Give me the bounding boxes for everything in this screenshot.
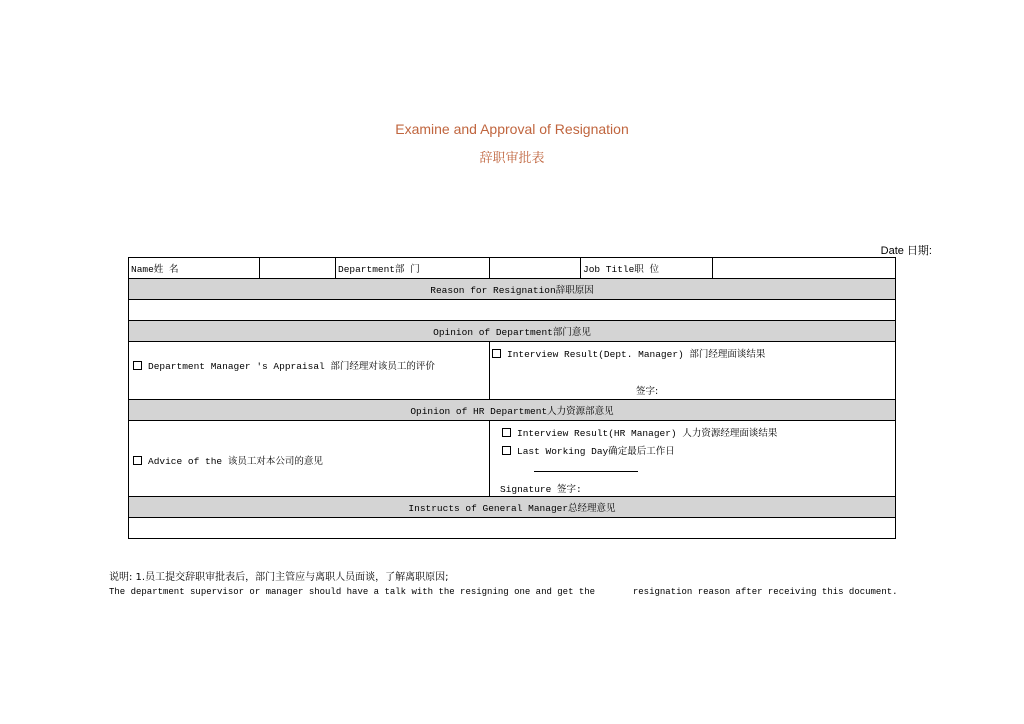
form-title-en: Examine and Approval of Resignation [395,121,629,137]
dept-appraisal-cell [129,342,490,400]
date-label: Date 日期: [880,245,932,257]
dept-appraisal-checkbox[interactable] [133,361,142,370]
last-working-day-field[interactable] [534,471,638,472]
hr-interview-checkbox[interactable] [502,428,511,437]
advice-checkbox[interactable] [133,456,142,465]
job-title-field[interactable] [713,258,896,279]
last-working-day-label: Last Working Day确定最后工作日 [517,446,675,457]
opinion-dept-header: Opinion of Department部门意见 [129,321,896,342]
hr-interview-label: Interview Result(HR Manager) 人力资源经理面谈结果 [517,428,778,439]
dept-interview-label: Interview Result(Dept. Manager) 部门经理面谈结果 [507,349,766,360]
reason-field[interactable] [129,300,896,321]
advice-label: Advice of the 该员工对本公司的意见 [148,456,323,467]
hr-interview-cell [490,421,896,497]
department-field[interactable] [490,258,581,279]
dept-sign-label: 签字: [636,386,659,397]
hr-signature-label: Signature 签字: [500,484,582,495]
info-row [129,258,896,279]
department-label: Department部 门 [336,258,490,279]
dept-interview-cell [490,342,896,400]
name-label: Name姓 名 [129,258,260,279]
note-cn: 说明: 1.员工提交辞职审批表后，部门主管应与离职人员面谈，了解离职原因; [109,572,449,583]
name-field[interactable] [260,258,336,279]
dept-interview-checkbox[interactable] [492,349,501,358]
opinion-hr-header: Opinion of HR Department人力资源部意见 [129,400,896,421]
gm-field[interactable] [129,518,896,539]
job-title-label: Job Title职 位 [581,258,713,279]
note-en: The department supervisor or manager should have a talk with the resigning one and get the resignation reason after receiving this document. [109,587,898,597]
gm-header: Instructs of General Manager总经理意见 [129,497,896,518]
reason-header: Reason for Resignation辞职原因 [129,279,896,300]
dept-appraisal-label: Department Manager 's Appraisal 部门经理对该员工的评价 [148,361,435,372]
form-title-cn: 辞职审批表 [479,151,545,166]
resignation-form-table [128,257,896,539]
advice-cell [129,421,490,497]
last-working-day-checkbox[interactable] [502,446,511,455]
